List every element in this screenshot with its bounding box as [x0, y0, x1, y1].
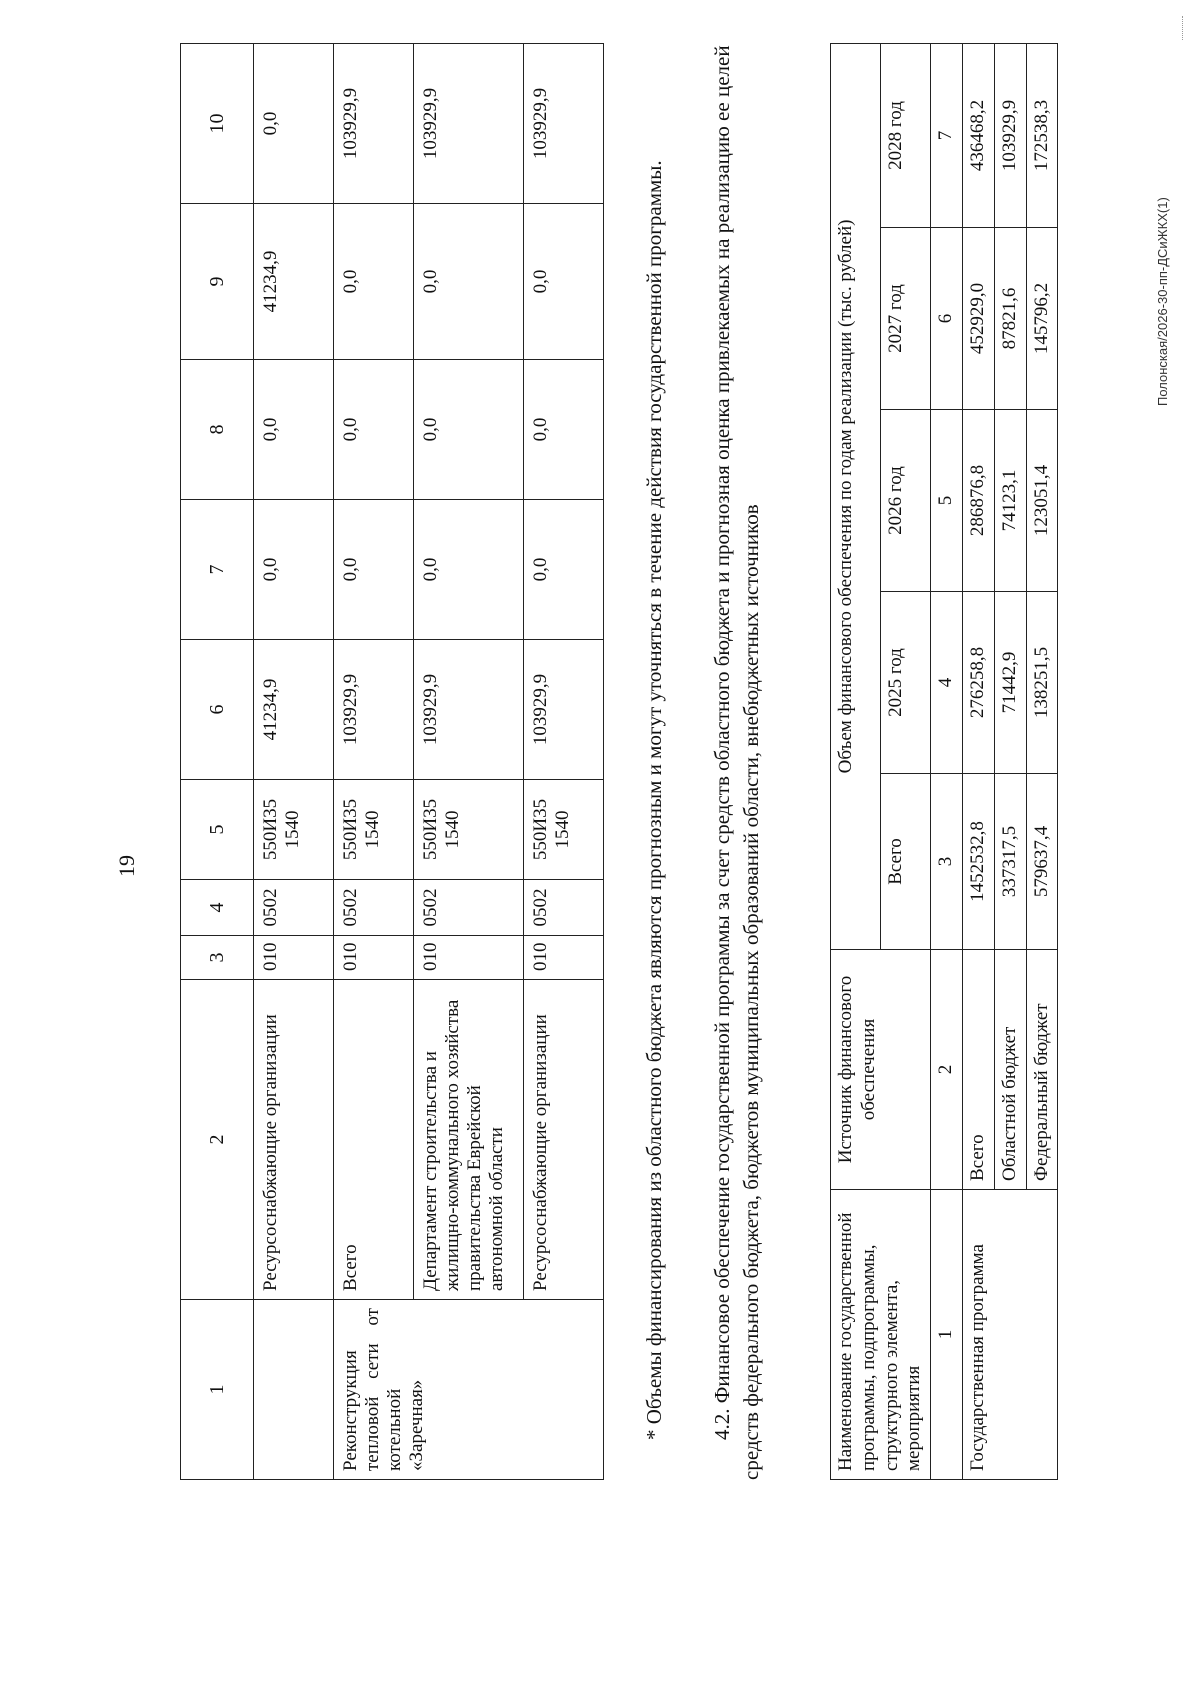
cell: 0,0	[334, 360, 414, 500]
table-header-row	[181, 44, 254, 1480]
section-heading: 4.2. Финансовое обеспечение государственной программы за счет средств областного бюджета и прогнозная оценка привлекаемых на реализацию ее целей средств федерального бюджета, бюджетов муниципальных образований области, внебюджетных источников	[710, 45, 764, 1480]
cell: 103929,9	[994, 43, 1026, 227]
executor-cell: Департамент строительства и жилищно-коммунального хозяйства правительства Еврейской автономной области	[414, 980, 524, 1300]
cell: 0,0	[334, 204, 414, 360]
cell: 0502	[414, 880, 524, 936]
col-index: 5	[931, 410, 963, 592]
col-header-year: 2027 год	[881, 228, 931, 410]
col-header: 6	[181, 640, 254, 780]
cell: 0,0	[414, 360, 524, 500]
col-header: 10	[181, 44, 254, 204]
col-index: 6	[931, 228, 963, 410]
cell: 87821,6	[994, 228, 1026, 410]
cell: 172538,3	[1026, 43, 1058, 227]
cell: 452929,0	[962, 228, 994, 410]
cell: 71442,9	[994, 592, 1026, 774]
col-header: 9	[181, 204, 254, 360]
col-header: 1	[181, 1300, 254, 1480]
cell: 276258,8	[962, 592, 994, 774]
col-header: 4	[181, 880, 254, 936]
cell: 0,0	[254, 44, 334, 204]
col-header: 2	[181, 980, 254, 1300]
col-header: 7	[181, 500, 254, 640]
cell: 138251,5	[1026, 592, 1058, 774]
col-header: 3	[181, 936, 254, 980]
cell: 103929,9	[334, 640, 414, 780]
col-index: 1	[931, 1190, 963, 1480]
cell: 579637,4	[1026, 774, 1058, 950]
executor-cell: Всего	[334, 980, 414, 1300]
cell: 41234,9	[254, 640, 334, 780]
cell: 550И35 1540	[254, 780, 334, 880]
cell: 286876,8	[962, 410, 994, 592]
cell: 436468,2	[962, 43, 994, 227]
financing-table	[830, 43, 1058, 1480]
col-index: 7	[931, 43, 963, 227]
funding-table-continued	[180, 43, 604, 1480]
cell: 0,0	[254, 360, 334, 500]
cell: 0,0	[524, 204, 604, 360]
col-header: 8	[181, 360, 254, 500]
cell: 0,0	[254, 500, 334, 640]
document-code: Полонская/2026-30-пп-ДСиЖКХ(1)	[1155, 197, 1170, 406]
cell: 010	[414, 936, 524, 980]
cell: 0,0	[524, 500, 604, 640]
col-header-year: 2025 год	[881, 592, 931, 774]
program-name-cell: Государственная программа	[962, 1190, 1057, 1480]
cell: 123051,4	[1026, 410, 1058, 592]
cell: 0,0	[524, 360, 604, 500]
source-cell: Всего	[962, 950, 994, 1190]
source-cell: Областной бюджет	[994, 950, 1026, 1190]
col-header-volume: Объем финансового обеспечения по годам реализации (тыс. рублей)	[831, 43, 881, 949]
source-cell: Федеральный бюджет	[1026, 950, 1058, 1190]
cell: 103929,9	[334, 44, 414, 204]
col-header-year: 2026 год	[881, 410, 931, 592]
col-index: 2	[931, 950, 963, 1190]
cell: 41234,9	[254, 204, 334, 360]
cell: 0502	[254, 880, 334, 936]
cell: 550И35 1540	[414, 780, 524, 880]
cell: 550И35 1540	[334, 780, 414, 880]
table-row	[962, 43, 994, 1479]
cell: 0502	[524, 880, 604, 936]
col-header-source: Источник финансового обеспечения	[831, 950, 931, 1190]
cell: 145796,2	[1026, 228, 1058, 410]
executor-cell: Ресурсоснабжающие организации	[524, 980, 604, 1300]
footnote: * Объемы финансирования из областного бюджета являются прогнозным и могут уточняться в течение действия государственной программы.	[642, 160, 666, 1440]
cell: 337317,5	[994, 774, 1026, 950]
table-row	[334, 44, 414, 1480]
activity-cell-empty	[254, 1300, 334, 1480]
table-row	[524, 44, 604, 1480]
col-header: 5	[181, 780, 254, 880]
table-row	[414, 44, 524, 1480]
executor-cell: Ресурсоснабжающие организации	[254, 980, 334, 1300]
col-header-name: Наименование государственной программы, подпрограммы, структурного элемента, мероприятия	[831, 1190, 931, 1480]
cell: 550И35 1540	[524, 780, 604, 880]
cell: 103929,9	[414, 44, 524, 204]
cell: 010	[524, 936, 604, 980]
col-index: 3	[931, 774, 963, 950]
cell: 0,0	[414, 204, 524, 360]
cell: 010	[254, 936, 334, 980]
cell: 010	[334, 936, 414, 980]
table-header-row	[831, 43, 881, 1479]
table-row	[254, 44, 334, 1480]
activity-name-cell: Реконструкция тепловой сети от котельной «Заречная»	[334, 1300, 604, 1480]
cell: 103929,9	[524, 640, 604, 780]
cell: 0,0	[334, 500, 414, 640]
column-index-row	[931, 43, 963, 1479]
cell: 0502	[334, 880, 414, 936]
cell: 0,0	[414, 500, 524, 640]
cell: 1452532,8	[962, 774, 994, 950]
cell: 74123,1	[994, 410, 1026, 592]
cell: 103929,9	[524, 44, 604, 204]
col-header-year: 2028 год	[881, 43, 931, 227]
col-index: 4	[931, 592, 963, 774]
col-header-total: Всего	[881, 774, 931, 950]
page-number: 19	[114, 855, 139, 877]
cell: 103929,9	[414, 640, 524, 780]
